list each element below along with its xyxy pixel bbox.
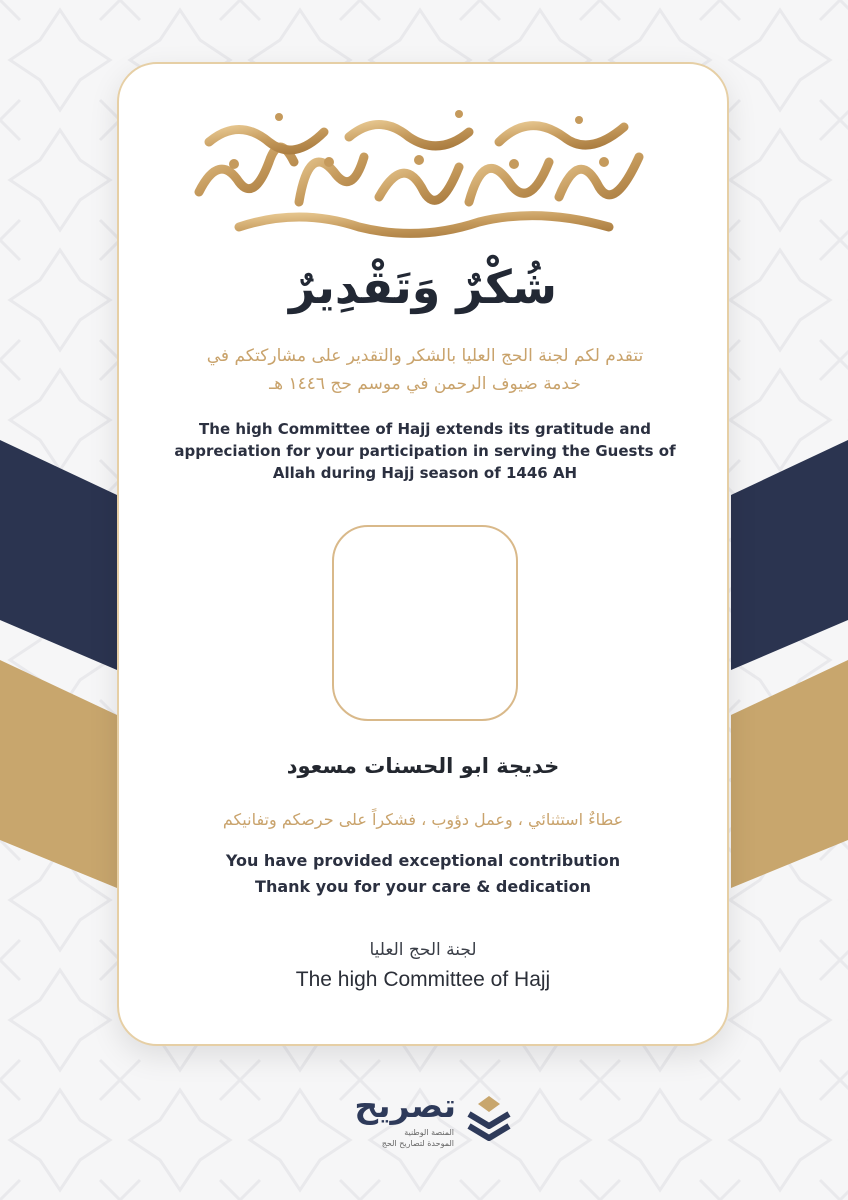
photo-placeholder bbox=[332, 525, 518, 721]
contribution-english-line-1: You have provided exceptional contribution bbox=[225, 851, 621, 870]
tasreeh-logo bbox=[330, 1086, 520, 1156]
intro-english-line-1: The high Committee of Hajj extends its gratitude and bbox=[199, 420, 651, 438]
intro-arabic bbox=[159, 342, 691, 398]
chevron-logo-icon bbox=[466, 1094, 512, 1144]
committee-name-english: The high Committee of Hajj bbox=[295, 968, 551, 991]
intro-english-line-2: appreciation for your participation in serving the Guests of bbox=[174, 442, 676, 460]
recipient-name: خديجة ابو الحسنات مسعود bbox=[286, 754, 560, 778]
contribution-english-line-2: Thank you for your care & dedication bbox=[255, 877, 591, 896]
contribution-arabic: عطاءٌ استثنائي ، وعمل دؤوب ، فشكراً على حرصكم وتفانيكم bbox=[222, 810, 624, 829]
intro-arabic-line-1: تتقدم لكم لجنة الحج العليا بالشكر والتقدير على مشاركتكم في bbox=[206, 346, 644, 366]
intro-english bbox=[149, 418, 701, 484]
certificate-title: شُكْرٌ وَتَقْدِيرٌ bbox=[288, 260, 558, 314]
logo-subtitle-line-1: المنصة الوطنية bbox=[404, 1128, 454, 1137]
gold-calligraphy-artwork bbox=[179, 102, 669, 242]
logo-subtitle-line-2: الموحدة لتصاريح الحج bbox=[381, 1139, 454, 1148]
contribution-english bbox=[119, 848, 727, 900]
committee-name-arabic: لجنة الحج العليا bbox=[369, 940, 477, 960]
certificate-card bbox=[117, 62, 729, 1046]
logo-wordmark: تصريح bbox=[354, 1086, 456, 1125]
intro-english-line-3: Allah during Hajj season of 1446 AH bbox=[272, 464, 578, 482]
intro-arabic-line-2: خدمة ضيوف الرحمن في موسم حج ١٤٤٦ هـ bbox=[269, 374, 581, 394]
